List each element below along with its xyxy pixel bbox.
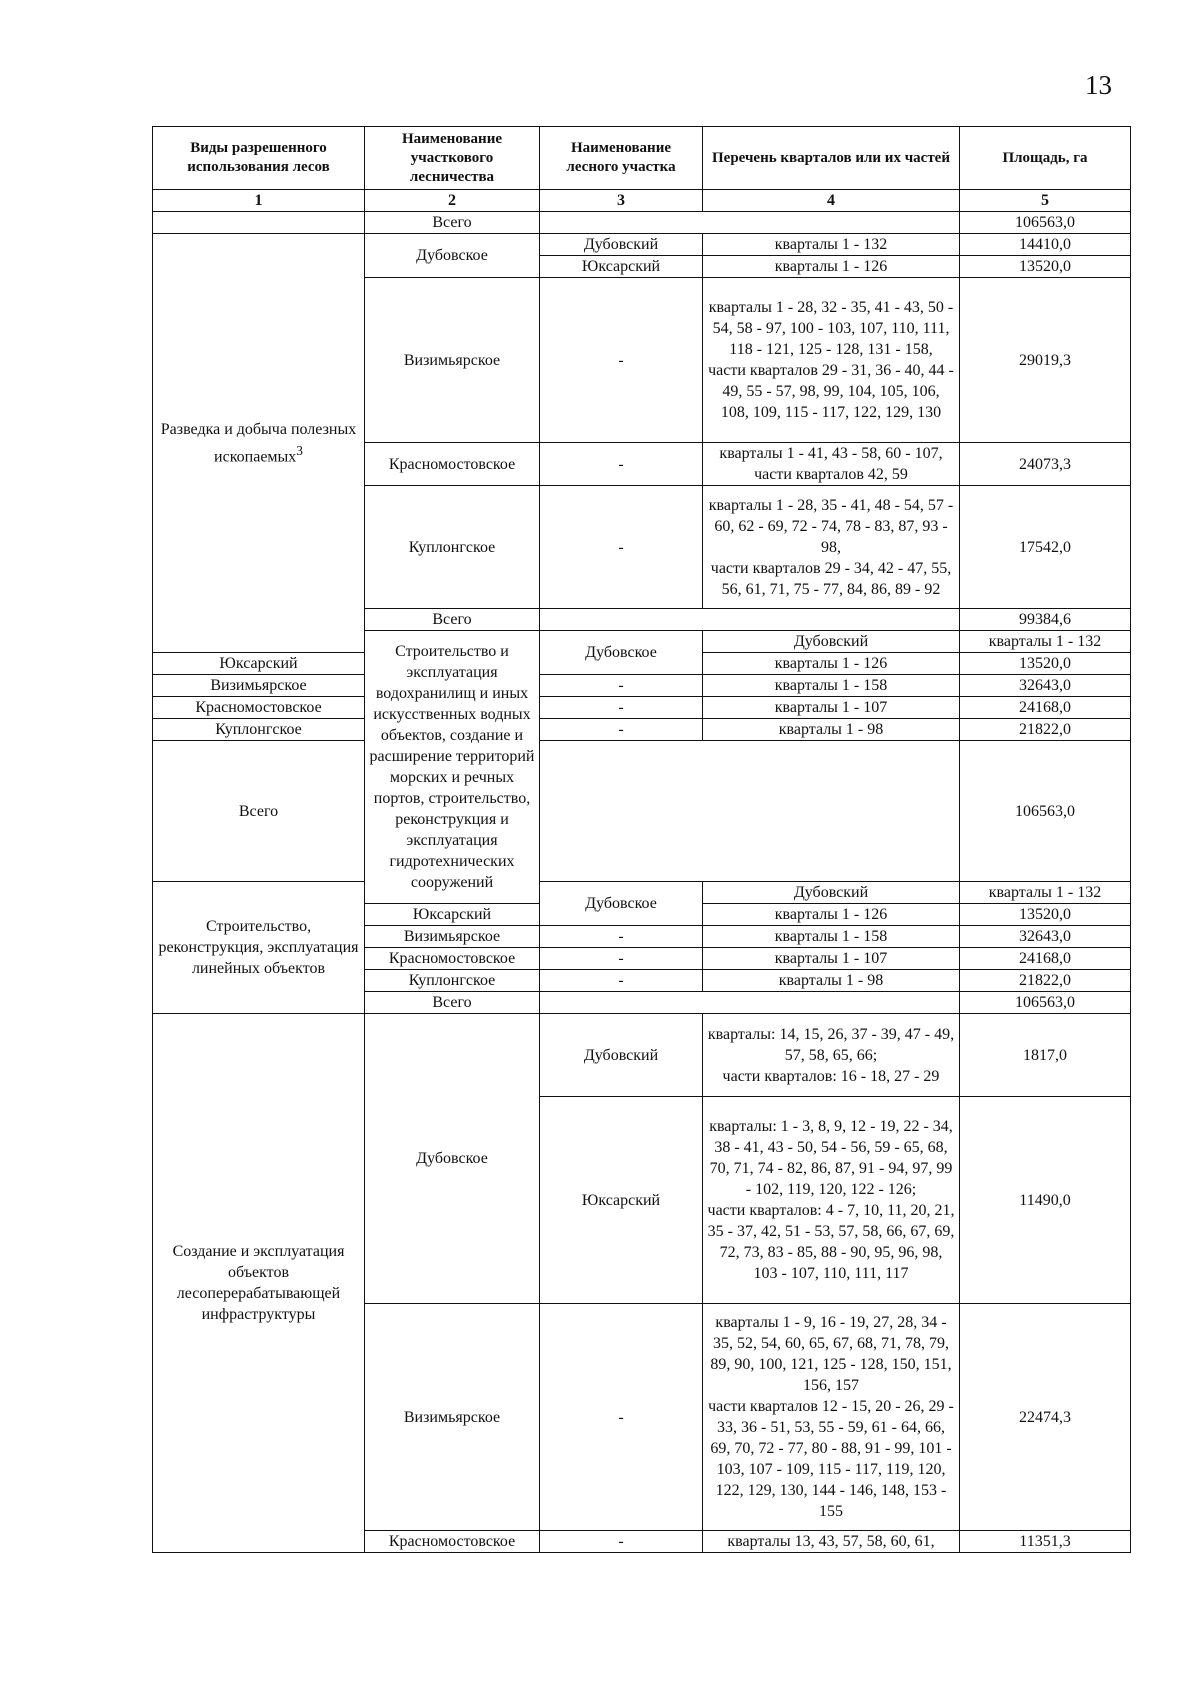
- quarters-cell: кварталы: 1 - 3, 8, 9, 12 - 19, 22 - 34, 38 - 41, 43 - 50, 54 - 56, 59 - 65, 68, 70, 71, 74 - 82, 86, 87, 91 - 94, 97, 99 - 102, 119, 120, 122 - 126; части кварталов: 4 - 7, 10, 11, 20, 21, 35 - 37, 42, 51 - 53, 57, 58, 66, 67, 69, 72, 73, 83 - 85, 88 - 90, 95, 96, 98, 103 - 107, 110, 111, 117: [703, 1097, 960, 1304]
- empty-cell: [540, 609, 960, 631]
- quarters-cell: кварталы 1 - 132: [960, 882, 1131, 904]
- area-value: 11490,0: [960, 1097, 1131, 1304]
- area-value: 21822,0: [960, 719, 1131, 741]
- area-value: 17542,0: [960, 486, 1131, 609]
- quarters-cell: кварталы: 14, 15, 26, 37 - 39, 47 - 49, 57, 58, 65, 66; части кварталов: 16 - 18, 27 - 29: [703, 1014, 960, 1097]
- column-number: 5: [960, 190, 1131, 212]
- plot-name: -: [540, 443, 703, 486]
- district-name: Дубовское: [365, 1014, 540, 1304]
- use-type-cell: Строительство и эксплуатация водохранилищ и иных искусственных водных объектов, создание и расширение территорий морских и речных портов, строительство, реконструкция и эксплуатация гидротехнических сооружений: [365, 631, 540, 904]
- quarters-cell: кварталы 1 - 98: [703, 719, 960, 741]
- plot-name: Юксарский: [540, 1097, 703, 1304]
- quarters-cell: кварталы 1 - 41, 43 - 58, 60 - 107, части кварталов 42, 59: [703, 443, 960, 486]
- empty-cell: [540, 992, 960, 1014]
- district-name: Куплонгское: [365, 486, 540, 609]
- table-row: [153, 882, 1131, 904]
- use-type-cell: Создание и эксплуатация объектов лесоперерабатывающей инфраструктуры: [153, 1014, 365, 1553]
- header-quarters: Перечень кварталов или их частей: [703, 127, 960, 190]
- area-value: 24168,0: [960, 948, 1131, 970]
- table-row: [153, 741, 1131, 882]
- district-name: Дубовское: [365, 234, 540, 278]
- plot-name: -: [540, 970, 703, 992]
- district-name: Визимьярское: [365, 278, 540, 443]
- area-value: 32643,0: [960, 926, 1131, 948]
- page-number: 13: [1085, 70, 1112, 100]
- quarters-cell: кварталы 13, 43, 57, 58, 60, 61,: [703, 1531, 960, 1553]
- plot-name: Юксарский: [153, 653, 365, 675]
- plot-name: Дубовский: [703, 882, 960, 904]
- header-area: Площадь, га: [960, 127, 1131, 190]
- use-type-text: Разведка и добыча полезных ископаемых: [160, 420, 357, 466]
- header-plot: Наименование лесного участка: [540, 127, 703, 190]
- forest-use-table: [152, 126, 1131, 1553]
- total-label: Всего: [365, 212, 540, 234]
- use-type-cell: Строительство, реконструкция, эксплуатация линейных объектов: [153, 882, 365, 1014]
- table-row: [153, 697, 1131, 719]
- column-number: 3: [540, 190, 703, 212]
- plot-name: -: [540, 1304, 703, 1531]
- area-value: 106563,0: [960, 212, 1131, 234]
- footnote-marker: 3: [296, 442, 303, 458]
- area-value: 21822,0: [960, 970, 1131, 992]
- empty-cell: [540, 212, 960, 234]
- table-row: [153, 719, 1131, 741]
- area-value: 13520,0: [960, 653, 1131, 675]
- header-row: [153, 127, 1131, 190]
- column-number: 2: [365, 190, 540, 212]
- area-value: 99384,6: [960, 609, 1131, 631]
- plot-name: -: [540, 719, 703, 741]
- plot-name: -: [540, 486, 703, 609]
- plot-name: Дубовский: [540, 1014, 703, 1097]
- district-name: Визимьярское: [153, 675, 365, 697]
- quarters-cell: кварталы 1 - 126: [703, 256, 960, 278]
- quarters-cell: кварталы 1 - 9, 16 - 19, 27, 28, 34 - 35, 52, 54, 60, 65, 67, 68, 71, 78, 79, 89, 90, 100, 121, 125 - 128, 150, 151, 156, 157 части кварталов 12 - 15, 20 - 26, 29 - 33, 36 - 51, 53, 55 - 59, 61 - 64, 66, 69, 70, 72 - 77, 80 - 88, 91 - 99, 101 - 103, 107 - 109, 115 - 117, 119, 120, 122, 129, 130, 144 - 146, 148, 153 - 155: [703, 1304, 960, 1531]
- quarters-cell: кварталы 1 - 28, 32 - 35, 41 - 43, 50 - 54, 58 - 97, 100 - 103, 107, 110, 111, 118 - 121, 125 - 128, 131 - 158, части кварталов 29 - 31, 36 - 40, 44 - 49, 55 - 57, 98, 99, 104, 105, 106, 108, 109, 115 - 117, 122, 129, 130: [703, 278, 960, 443]
- column-number-row: [153, 190, 1131, 212]
- area-value: 13520,0: [960, 904, 1131, 926]
- total-label: Всего: [153, 741, 365, 882]
- quarters-cell: кварталы 1 - 107: [703, 697, 960, 719]
- plot-name: -: [540, 948, 703, 970]
- area-value: 24073,3: [960, 443, 1131, 486]
- district-name: Визимьярское: [365, 926, 540, 948]
- plot-name: -: [540, 1531, 703, 1553]
- district-name: Красномостовское: [365, 1531, 540, 1553]
- plot-name: -: [540, 278, 703, 443]
- quarters-cell: кварталы 1 - 107: [703, 948, 960, 970]
- header-use-type: Виды разрешенного использования лесов: [153, 127, 365, 190]
- plot-name: Юксарский: [365, 904, 540, 926]
- district-name: Куплонгское: [153, 719, 365, 741]
- column-number: 1: [153, 190, 365, 212]
- area-value: 106563,0: [960, 992, 1131, 1014]
- total-label: Всего: [365, 609, 540, 631]
- quarters-cell: кварталы 1 - 98: [703, 970, 960, 992]
- area-value: 14410,0: [960, 234, 1131, 256]
- table-row: [153, 675, 1131, 697]
- use-type-cell: [153, 234, 365, 653]
- area-value: 24168,0: [960, 697, 1131, 719]
- district-name: Красномостовское: [365, 443, 540, 486]
- table-row: [153, 212, 1131, 234]
- plot-name: Дубовский: [540, 234, 703, 256]
- district-name: Визимьярское: [365, 1304, 540, 1531]
- plot-name: Дубовский: [703, 631, 960, 653]
- table-row: [153, 1014, 1131, 1097]
- quarters-cell: кварталы 1 - 28, 35 - 41, 48 - 54, 57 - 60, 62 - 69, 72 - 74, 78 - 83, 87, 93 - 98, части кварталов 29 - 34, 42 - 47, 55, 56, 61, 71, 75 - 77, 84, 86, 89 - 92: [703, 486, 960, 609]
- district-name: Красномостовское: [153, 697, 365, 719]
- plot-name: -: [540, 926, 703, 948]
- plot-name: -: [540, 697, 703, 719]
- district-name: Куплонгское: [365, 970, 540, 992]
- quarters-cell: кварталы 1 - 126: [703, 904, 960, 926]
- quarters-cell: кварталы 1 - 158: [703, 926, 960, 948]
- area-value: 1817,0: [960, 1014, 1131, 1097]
- quarters-cell: кварталы 1 - 126: [703, 653, 960, 675]
- quarters-cell: кварталы 1 - 132: [703, 234, 960, 256]
- quarters-cell: кварталы 1 - 132: [960, 631, 1131, 653]
- column-number: 4: [703, 190, 960, 212]
- plot-name: Юксарский: [540, 256, 703, 278]
- district-name: Красномостовское: [365, 948, 540, 970]
- area-value: 22474,3: [960, 1304, 1131, 1531]
- district-name: Дубовское: [540, 631, 703, 675]
- area-value: 11351,3: [960, 1531, 1131, 1553]
- empty-cell: [153, 212, 365, 234]
- area-value: 29019,3: [960, 278, 1131, 443]
- area-value: 106563,0: [960, 741, 1131, 882]
- plot-name: -: [540, 675, 703, 697]
- table-row: [153, 234, 1131, 256]
- header-district: Наименование участкового лесничества: [365, 127, 540, 190]
- total-label: Всего: [365, 992, 540, 1014]
- district-name: Дубовское: [540, 882, 703, 926]
- quarters-cell: кварталы 1 - 158: [703, 675, 960, 697]
- empty-cell: [540, 741, 960, 882]
- area-value: 32643,0: [960, 675, 1131, 697]
- area-value: 13520,0: [960, 256, 1131, 278]
